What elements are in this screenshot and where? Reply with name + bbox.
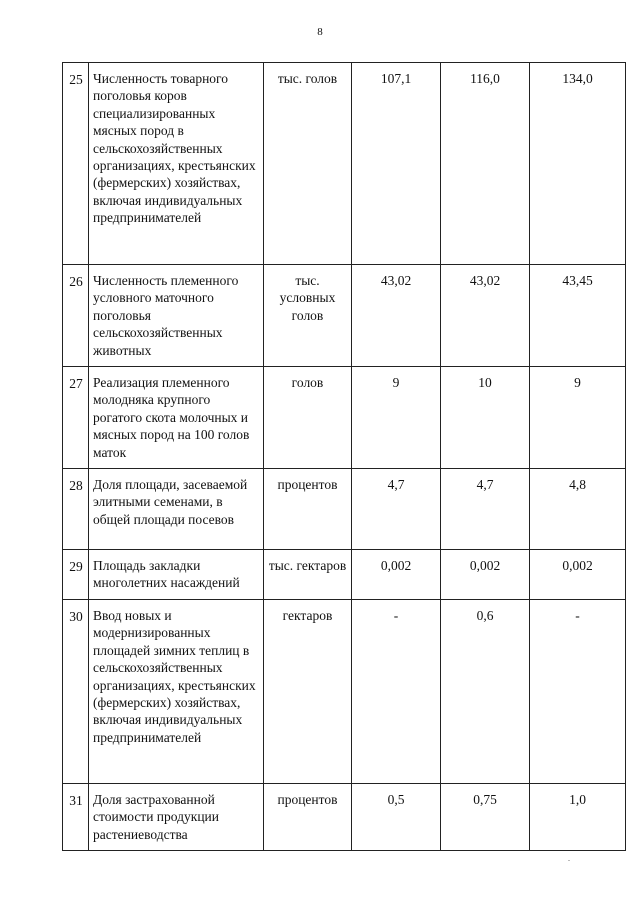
table-row bbox=[63, 63, 626, 265]
row-number: 27 bbox=[63, 367, 89, 469]
value-year-3: 9 bbox=[530, 367, 626, 469]
table-row bbox=[63, 469, 626, 550]
value-year-2: 4,7 bbox=[441, 469, 530, 550]
value-year-2: 0,6 bbox=[441, 599, 530, 783]
scan-speck bbox=[568, 860, 570, 861]
table-row bbox=[63, 367, 626, 469]
indicator-name-text: Доля площади, засеваемой элитными семенами, в общей площади посевов bbox=[93, 477, 248, 527]
unit-of-measure: голов bbox=[264, 367, 352, 469]
indicator-name bbox=[89, 550, 264, 600]
indicator-name-text: Ввод новых и модернизированных площадей зимних теплиц в сельскохозяйственных организациях, крестьянских (фермерских) хозяйствах, включая индивидуальных предпринимателей bbox=[93, 607, 256, 745]
value-year-3: 43,45 bbox=[530, 265, 626, 367]
page-number: 8 bbox=[317, 26, 323, 38]
indicator-name bbox=[89, 265, 264, 367]
indicator-name-text: Доля застрахованной стоимости продукции растениеводства bbox=[93, 791, 219, 842]
value-year-3: 4,8 bbox=[530, 469, 626, 550]
unit-of-measure: тыс. голов bbox=[264, 63, 352, 265]
value-year-3: 1,0 bbox=[530, 783, 626, 850]
indicator-name bbox=[89, 783, 264, 850]
unit-of-measure: тыс. гектаров bbox=[264, 550, 352, 600]
value-year-1: 0,002 bbox=[352, 550, 441, 600]
unit-of-measure: процентов bbox=[264, 783, 352, 850]
row-number: 31 bbox=[63, 783, 89, 850]
indicator-name bbox=[89, 367, 264, 469]
value-year-1: 0,5 bbox=[352, 783, 441, 850]
row-number: 25 bbox=[63, 63, 89, 265]
table-row bbox=[63, 783, 626, 850]
value-year-3: 134,0 bbox=[530, 63, 626, 265]
table-row bbox=[63, 265, 626, 367]
table-row bbox=[63, 599, 626, 783]
row-number: 28 bbox=[63, 469, 89, 550]
unit-of-measure: гектаров bbox=[264, 599, 352, 783]
table-row bbox=[63, 550, 626, 600]
indicator-name bbox=[89, 469, 264, 550]
indicator-name bbox=[89, 63, 264, 265]
value-year-2: 0,002 bbox=[441, 550, 530, 600]
row-number: 30 bbox=[63, 599, 89, 783]
value-year-1: 9 bbox=[352, 367, 441, 469]
value-year-3: - bbox=[530, 599, 626, 783]
row-number: 29 bbox=[63, 550, 89, 600]
indicator-name-text: Площадь закладки многолетних насаждений bbox=[93, 558, 240, 591]
indicator-name-text: Численность племенного условного маточного поголовья сельскохозяйственных животных bbox=[93, 273, 239, 358]
indicator-name-text: Численность товарного поголовья коров специализированных мясных пород в сельскохозяйственных организациях, крестьянских (фермерских) хозяйствах, включая индивидуальных предпринимателей bbox=[93, 71, 256, 226]
value-year-1: 43,02 bbox=[352, 265, 441, 367]
unit-of-measure: тыс. условных голов bbox=[264, 265, 352, 367]
value-year-2: 43,02 bbox=[441, 265, 530, 367]
value-year-1: 107,1 bbox=[352, 63, 441, 265]
indicator-name bbox=[89, 599, 264, 783]
indicator-name-text: Реализация племенного молодняка крупного рогатого скота молочных и мясных пород на 100 голов маток bbox=[93, 375, 250, 460]
row-number: 26 bbox=[63, 265, 89, 367]
value-year-1: 4,7 bbox=[352, 469, 441, 550]
indicators-table bbox=[62, 62, 626, 851]
value-year-2: 0,75 bbox=[441, 783, 530, 850]
unit-of-measure: процентов bbox=[264, 469, 352, 550]
value-year-1: - bbox=[352, 599, 441, 783]
value-year-2: 10 bbox=[441, 367, 530, 469]
value-year-3: 0,002 bbox=[530, 550, 626, 600]
value-year-2: 116,0 bbox=[441, 63, 530, 265]
